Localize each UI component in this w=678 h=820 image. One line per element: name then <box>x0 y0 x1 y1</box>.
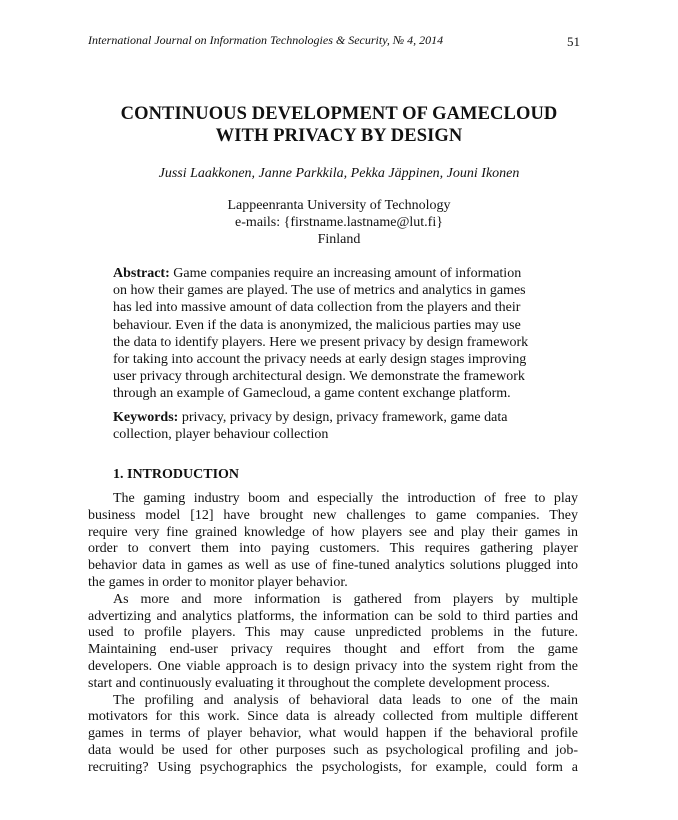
paragraph-line: developers. One viable approach is to design privacy into the system right from the <box>88 658 578 674</box>
author-list: Jussi Laakkonen, Janne Parkkila, Pekka Jäppinen, Jouni Ikonen <box>158 166 520 181</box>
paragraph-line: advertizing and analytics platforms, the information can be sold to third parties and <box>88 608 578 624</box>
affiliation-block <box>80 197 598 248</box>
abstract-line: has led into massive amount of data collection from the players and their <box>113 300 521 316</box>
title-line-1: CONTINUOUS DEVELOPMENT OF GAMECLOUD <box>120 104 558 124</box>
paragraph-line: require very fine grained knowledge of how players see and play their games in <box>88 524 578 540</box>
abstract-line: the data to identify players. Here we present privacy by design framework <box>113 334 529 350</box>
introduction-body <box>88 491 578 777</box>
keywords-label: Keywords: <box>113 410 179 425</box>
paragraph-line: The profiling and analysis of behavioral data leads to one of the main <box>113 692 578 708</box>
keywords-line <box>113 409 551 426</box>
running-header: International Journal on Information Technologies & Security, № 4, 2014 <box>88 33 444 47</box>
paragraph-line: business model [12] have brought new challenges to game companies. They <box>88 507 578 523</box>
paragraph-line: The gaming industry boom and especially the introduction of free to play <box>113 491 578 506</box>
paragraph-line: recruiting? Using psychographics the psychologists, for example, could form a <box>88 759 578 775</box>
paragraph-line: Maintaining end-user privacy requires thought and effort from the game <box>88 642 578 658</box>
paper-title <box>100 103 578 147</box>
abstract-line: for taking into account the privacy needs at early design stages improving <box>113 352 527 368</box>
page-number: 51 <box>567 34 580 49</box>
paragraph-line: start and continuously evaluating it throughout the complete development process. <box>88 675 550 691</box>
paragraph-line: data would be used for other purposes such as psychological profiling and job- <box>88 742 578 758</box>
abstract-line-text: Game companies require an increasing amount of information <box>169 266 522 281</box>
keywords-text <box>113 409 551 443</box>
paragraph-line: As more and more information is gathered from players by multiple <box>113 591 578 607</box>
paragraph-line: motivators for this work. Since data is already collected from multiple different <box>88 709 578 725</box>
abstract-line <box>113 265 551 282</box>
paragraph-line: used to profile players. This may cause unpredicted problems in the future. <box>88 625 578 641</box>
abstract-line: on how their games are played. The use of metrics and analytics in games <box>113 283 526 299</box>
paragraph-line: behavior data in games as well as use of fine-tuned analytics solutions plugged into <box>88 558 578 574</box>
abstract-line: user privacy through architectural design. We demonstrate the framework <box>113 369 525 385</box>
keywords-line-text: privacy, privacy by design, privacy framework, game data <box>178 410 508 425</box>
abstract <box>113 265 551 403</box>
abstract-label: Abstract: <box>113 266 170 281</box>
paragraph-line: games in terms of player behavior, what would happen if the behavioral profile <box>88 726 578 742</box>
email-line: e-mails: {firstname.lastname@lut.fi} <box>235 215 443 230</box>
title-line-2: WITH PRIVACY BY DESIGN <box>215 126 463 146</box>
paragraph-line: order to convert them into paying customers. This requires gathering player <box>88 541 578 557</box>
abstract-line: behaviour. Even if the data is anonymized, the malicious parties may use <box>113 317 521 333</box>
keywords <box>113 409 551 443</box>
abstract-line: through an example of Gamecloud, a game content exchange platform. <box>113 386 511 402</box>
paragraph-line: the games in order to monitor player behavior. <box>88 574 348 590</box>
section-heading: 1. INTRODUCTION <box>113 467 240 482</box>
institution: Lappeenranta University of Technology <box>227 198 451 213</box>
country: Finland <box>317 232 361 247</box>
keywords-line: collection, player behaviour collection <box>113 427 329 443</box>
abstract-text <box>113 265 551 403</box>
